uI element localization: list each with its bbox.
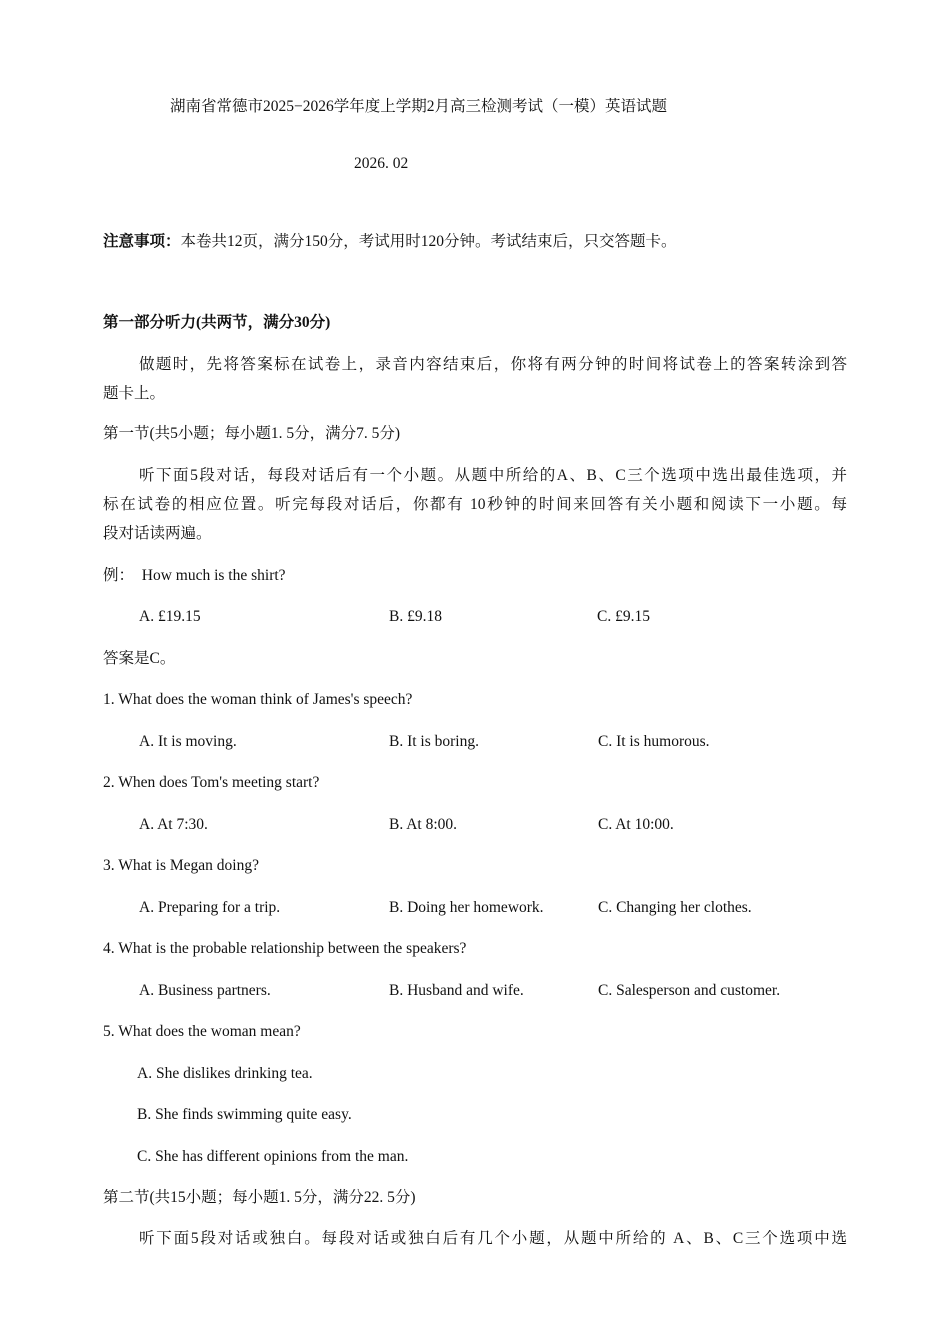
part1-heading: 第一部分听力(共两节，满分30分) bbox=[103, 314, 331, 331]
notice bbox=[103, 232, 677, 252]
notice-text: 本卷共12页，满分150分，考试用时120分钟。考试结束后，只交答题卡。 bbox=[180, 233, 677, 250]
exam-date: 2026. 02 bbox=[354, 155, 409, 172]
section2-heading: 第二节(共15小题；每小题1. 5分，满分22. 5分) bbox=[103, 1189, 416, 1206]
section1-instructions-line: 听下面5段对话，每段对话后有一个小题。从题中所给的A、B、C三个选项中选出最佳选项，并 bbox=[139, 467, 847, 484]
question-4: 4. What is the probable relationship between the speakers? bbox=[103, 940, 467, 957]
section2-instructions-line: 听下面5段对话或独白。每段对话或独白后有几个小题，从题中所给的 A、B、C三个选项中选 bbox=[139, 1230, 847, 1247]
example-option-c: C. £9.15 bbox=[597, 608, 650, 625]
example-option-a: A. £19.15 bbox=[139, 608, 201, 625]
section1-heading: 第一节(共5小题；每小题1. 5分，满分7. 5分) bbox=[103, 425, 401, 442]
example-label: 例： bbox=[103, 567, 135, 584]
q2-option-a: A. At 7:30. bbox=[139, 816, 208, 833]
part1-intro-line: 题卡上。 bbox=[103, 385, 166, 402]
q3-option-c: C. Changing her clothes. bbox=[598, 899, 752, 916]
part1-intro-line: 做题时，先将答案标在试卷上，录音内容结束后，你将有两分钟的时间将试卷上的答案转涂到答 bbox=[139, 356, 847, 373]
question-5: 5. What does the woman mean? bbox=[103, 1023, 301, 1040]
q2-option-c: C. At 10:00. bbox=[598, 816, 674, 833]
q1-option-b: B. It is boring. bbox=[389, 733, 479, 750]
q2-option-b: B. At 8:00. bbox=[389, 816, 458, 833]
question-2: 2. When does Tom's meeting start? bbox=[103, 774, 320, 791]
example-option-b: B. £9.18 bbox=[389, 608, 442, 625]
example-question-text: How much is the shirt? bbox=[141, 567, 286, 584]
question-1: 1. What does the woman think of James's speech? bbox=[103, 691, 413, 708]
notice-label: 注意事项： bbox=[103, 233, 181, 250]
example-answer: 答案是C。 bbox=[103, 650, 176, 667]
section1-instructions-line: 段对话读两遍。 bbox=[103, 525, 212, 542]
section1-instructions-line: 标在试卷的相应位置。听完每段对话后，你都有 10秒钟的时间来回答有关小题和阅读下一小题。每 bbox=[103, 496, 847, 513]
example-question bbox=[103, 566, 286, 586]
q1-option-c: C. It is humorous. bbox=[598, 733, 710, 750]
q1-option-a: A. It is moving. bbox=[139, 733, 237, 750]
q5-option-c: C. She has different opinions from the man. bbox=[137, 1148, 409, 1165]
exam-title: 湖南省常德市2025−2026学年度上学期2月高三检测考试（一模）英语试题 bbox=[170, 98, 667, 115]
q3-option-b: B. Doing her homework. bbox=[389, 899, 544, 916]
q3-option-a: A. Preparing for a trip. bbox=[139, 899, 281, 916]
question-3: 3. What is Megan doing? bbox=[103, 857, 259, 874]
q4-option-b: B. Husband and wife. bbox=[389, 982, 524, 999]
q5-option-a: A. She dislikes drinking tea. bbox=[137, 1065, 313, 1082]
q4-option-a: A. Business partners. bbox=[139, 982, 271, 999]
q4-option-c: C. Salesperson and customer. bbox=[598, 982, 781, 999]
q5-option-b: B. She finds swimming quite easy. bbox=[137, 1106, 352, 1123]
